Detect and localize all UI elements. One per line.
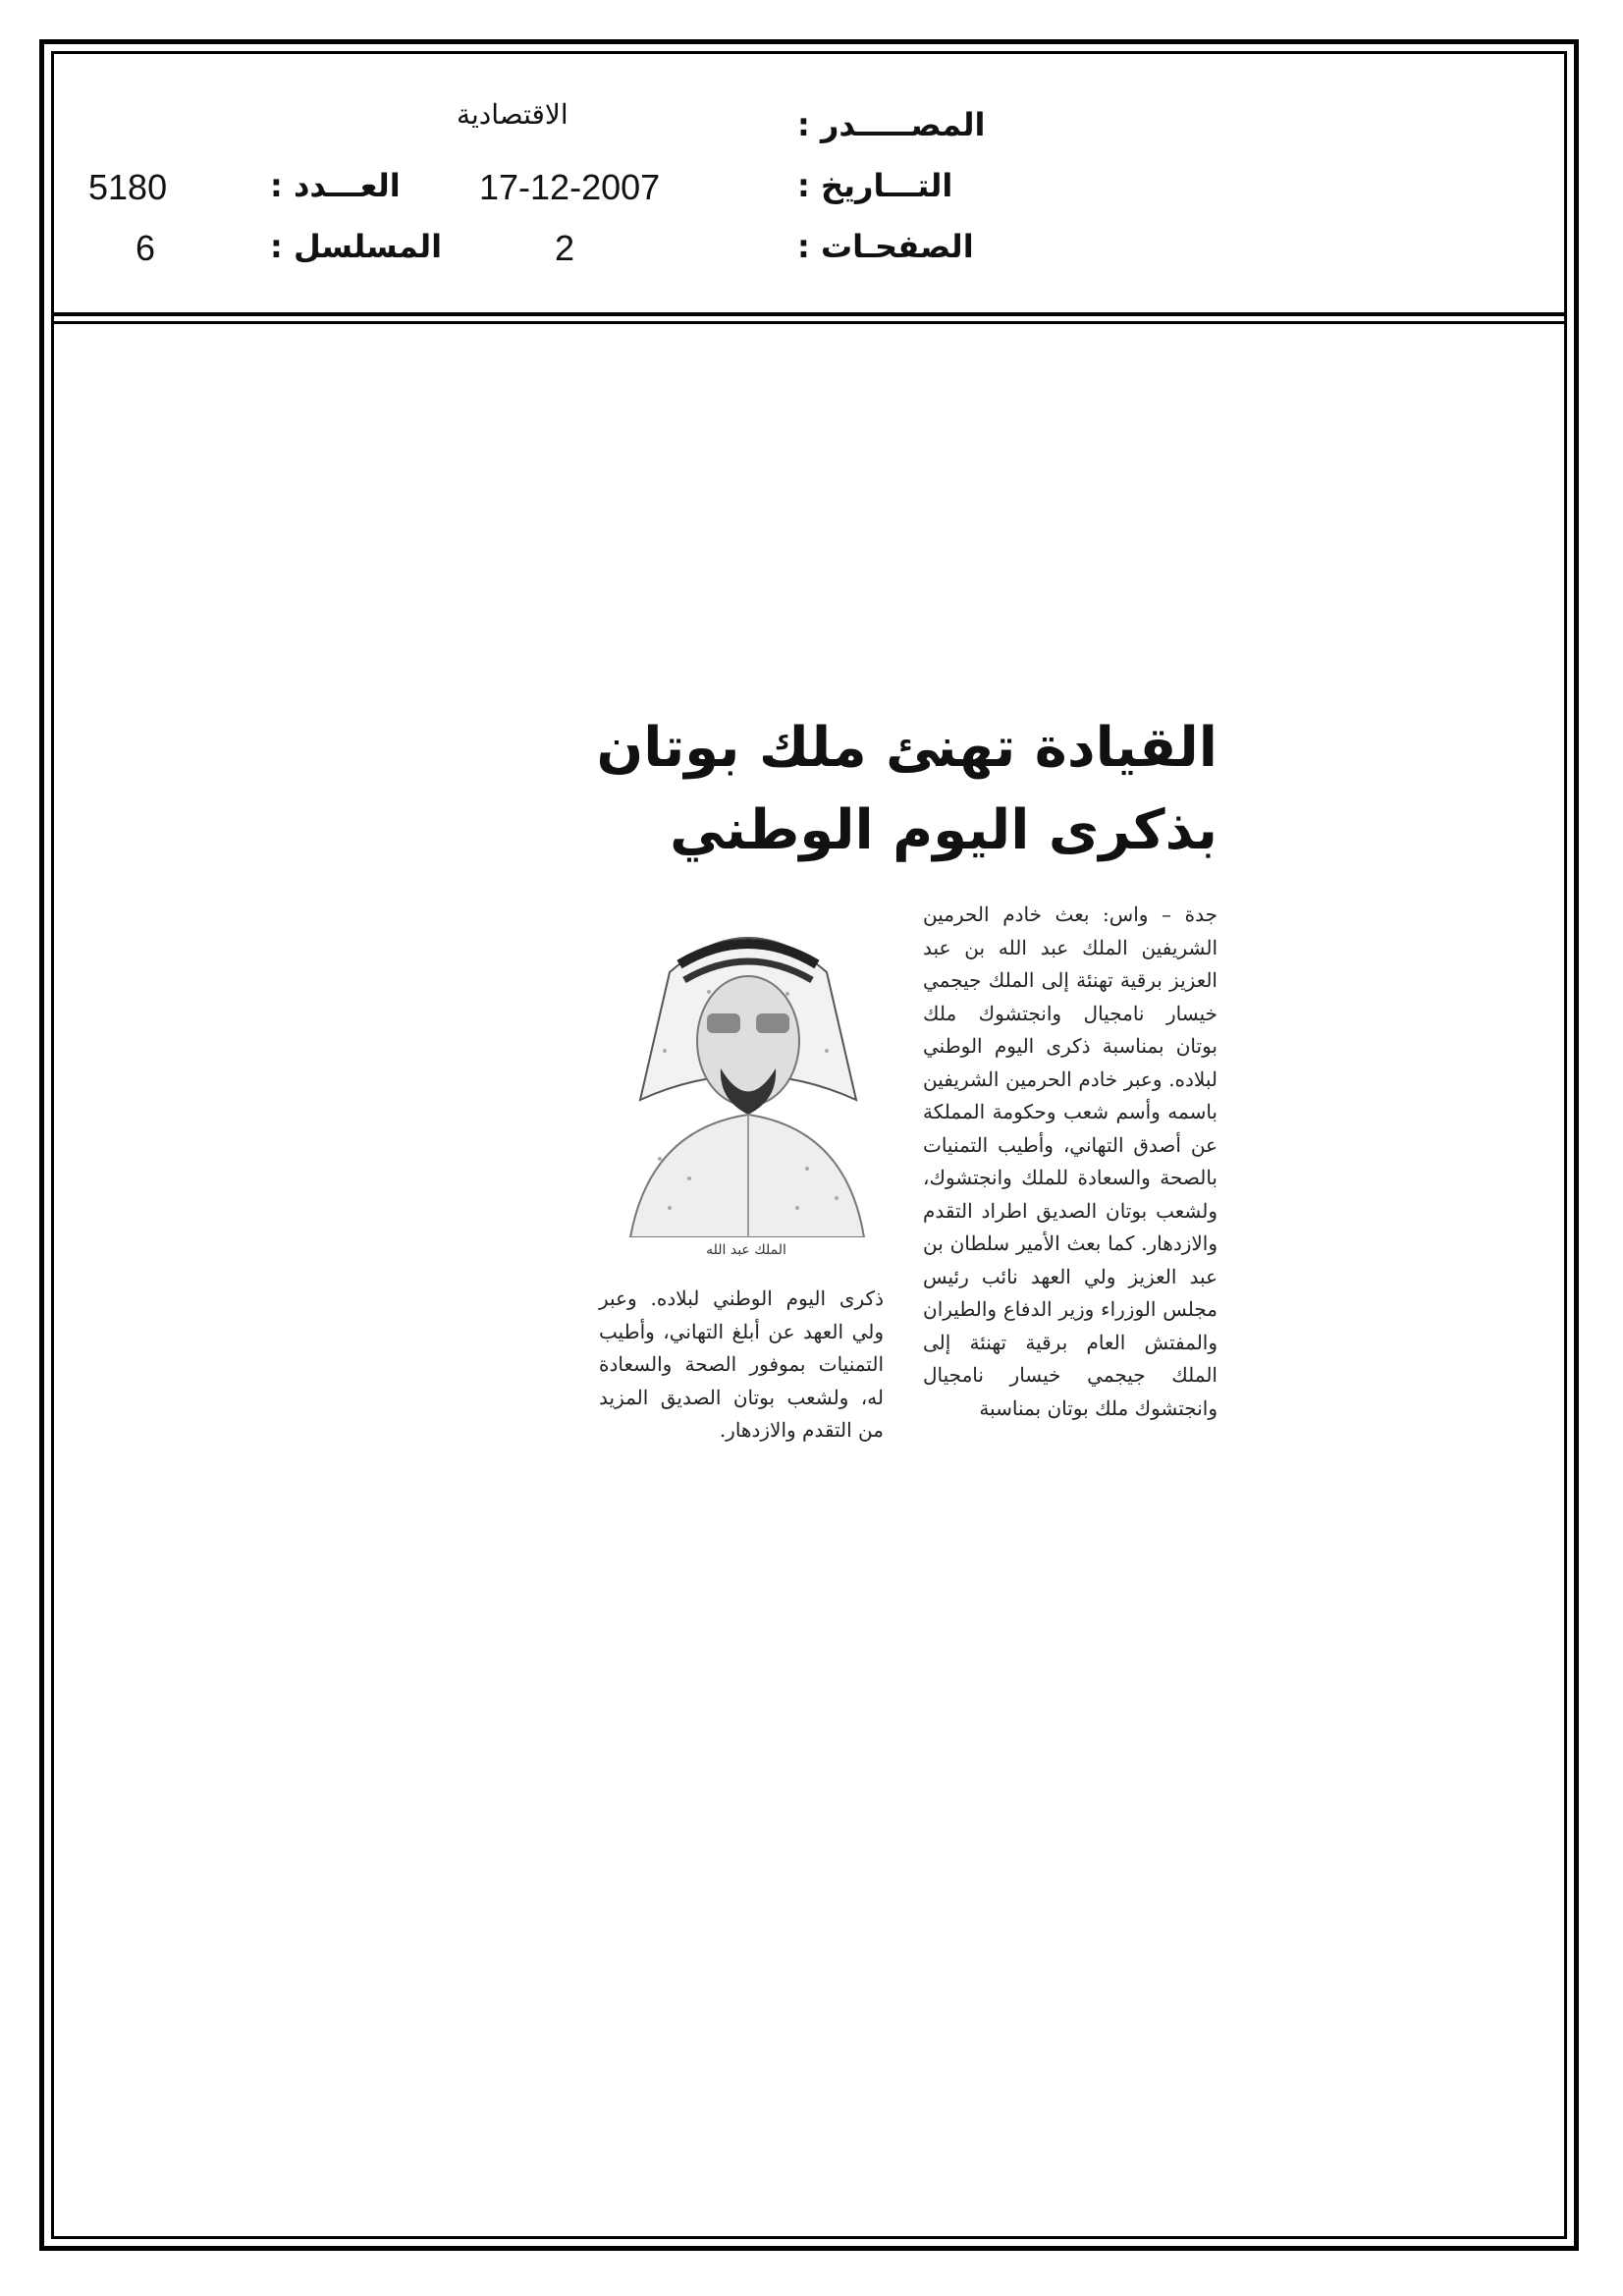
portrait-photo	[611, 903, 884, 1237]
article-headline	[589, 707, 1217, 872]
header-divider	[51, 312, 1567, 324]
news-clipping	[589, 707, 1217, 1442]
photo-caption: الملك عبد الله	[706, 1242, 786, 1258]
source-value: الاقتصادية	[457, 99, 568, 130]
issue-label: العـــدد :	[270, 167, 401, 204]
pages-label: الصفحـات :	[797, 228, 974, 265]
serial-label: المسلسل :	[270, 228, 443, 265]
article-body-right-column: جدة – واس: بعث خادم الحرمين الشريفين الملك عبد الله بن عبد العزيز برقية تهنئة إلى الملك جيجمي خيسار نامجيال وانجتشوك ملك بوتان بمناسبة ذكرى اليوم الوطني لبلاده. وعبر خادم الحرمين الشريفين باسمه وأسم شعب وحكومة المملكة عن أصدق التهاني، وأطيب التمنيات بالصحة والسعادة للملك وانجتشوك، ولشعب بوتان الصديق اطراد التقدم والازدهار. كما بعث الأمير سلطان بن عبد العزيز ولي العهد نائب رئيس مجلس الوزراء وزير الدفاع والطيران والمفتش العام برقية تهنئة إلى الملك جيجمي خيسار نامجيال وانجتشوك ملك بوتان بمناسبة	[923, 902, 1217, 1420]
headline-line-2: بذكرى اليوم الوطني	[670, 798, 1217, 862]
headline-line-1: القيادة تهنئ ملك بوتان	[596, 716, 1217, 780]
date-label: التـــاريخ :	[797, 167, 953, 204]
date-value: 17-12-2007	[479, 167, 661, 207]
pages-value: 2	[555, 228, 575, 268]
article-body-left-column: ذكرى اليوم الوطني لبلاده. وعبر ولي العهد عن أبلغ التهاني، وأطيب التمنيات بموفور الصحة والسعادة له، ولشعب بوتان الصديق المزيد من التقدم والازدهار.	[599, 1286, 884, 1442]
serial-value: 6	[135, 228, 156, 268]
source-label: المصـــــدر :	[797, 106, 986, 143]
portrait-figure	[611, 903, 884, 1237]
issue-value: 5180	[88, 167, 168, 207]
